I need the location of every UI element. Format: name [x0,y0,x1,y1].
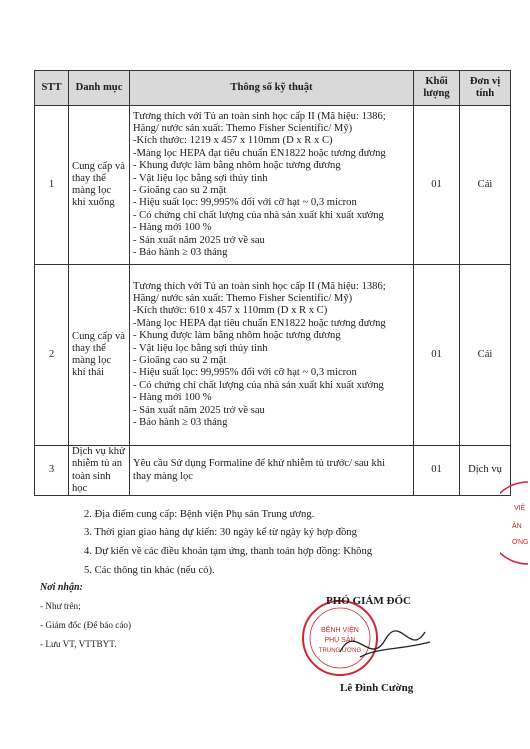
spec-line: - Gioăng cao su 2 mặt [133,355,227,366]
row-stt: 2 [35,265,69,446]
spec-line: - Sản xuất năm 2025 trở về sau [133,404,265,416]
svg-text:PHỤ SẢN: PHỤ SẢN [324,637,356,644]
spec-line: - Vật liệu lọc bằng sợi thủy tinh [133,342,268,354]
svg-text:ƠNG: ƠNG [512,539,529,546]
note-payment-terms: 4. Dự kiến về các điều khoản tạm ứng, thanh toán hợp đồng: Không [84,546,373,557]
row-stt: 3 [35,446,69,496]
row-category: Cung cấp và thay thế màng lọc khí thải [69,265,130,446]
handwritten-signature-icon [330,612,440,672]
spec-line: -Kích thước: 610 x 457 x 110mm (D x R x C) [133,305,328,317]
spec-line: - Hiệu suất lọc: 99,995% đối với cỡ hạt ~ 0,3 micron [133,367,357,379]
row-category: Dịch vụ khử nhiễm tủ an toàn sinh học [69,446,130,496]
row-spec [130,265,414,446]
row-category: Cung cấp và thay thế màng lọc khí xuống [69,106,130,265]
spec-line: - Sản xuất năm 2025 trở về sau [133,234,265,246]
row-unit: Cái [460,265,511,446]
row-quantity: 01 [414,106,460,265]
table-header-row [35,71,511,106]
row-spec [130,446,414,496]
spec-line: - Hàng mới 100 % [133,392,212,404]
header-unit: Đơn vị tính [460,71,511,106]
spec-line: Yêu cầu Sử dụng Formaline để khử nhiễm tủ trước/ sau khi [133,458,386,470]
signer-name: Lê Đình Cường [340,682,414,694]
spec-line: -Kích thước: 1219 x 457 x 110mm (D x R x C) [133,135,333,147]
spec-line: Tương thích với Tủ an toàn sinh học cấp II (Mã hiệu: 1386; [133,280,386,292]
spec-table [34,70,511,496]
spec-line: - Hiệu suất lọc: 99,995% đối với cỡ hạt ~ 0,3 micron [133,197,357,209]
header-stt: STT [35,71,69,106]
spec-line: - Có chứng chỉ chất lượng của nhà sản xuất khi xuất xưởng [133,209,384,221]
row-unit: Dịch vụ [460,446,511,496]
note-other-info: 5. Các thông tin khác (nếu có). [84,565,215,576]
spec-line: thay màng lọc [133,470,194,482]
spec-line: - Khung được làm bằng nhôm hoặc tương đương [133,330,341,342]
row-quantity: 01 [414,265,460,446]
note-delivery-time: 3. Thời gian giao hàng dự kiến: 30 ngày kể từ ngày ký hợp đồng [84,527,357,538]
row-stt: 1 [35,106,69,265]
svg-text:BỆNH VIỆN: BỆNH VIỆN [321,627,359,634]
spec-line: Hãng/ nước sản xuất: Themo Fisher Scientific/ Mỹ) [133,292,353,304]
table-row [35,446,511,496]
spec-line: - Hàng mới 100 % [133,222,212,234]
recipient-item: - Giám đốc (Để báo cáo) [40,620,132,630]
row-quantity: 01 [414,446,460,496]
row-unit: Cái [460,106,511,265]
recipient-item: - Lưu VT, VTTBYT. [40,639,117,649]
note-delivery-location: 2. Địa điểm cung cấp: Bệnh viện Phụ sản Trung ương. [84,509,315,520]
spec-line: - Bảo hành ≥ 03 tháng [133,247,228,259]
recipient-item: - Như trên; [40,601,81,611]
spec-line: - Bảo hành ≥ 03 tháng [133,417,228,429]
spec-line: -Màng lọc HEPA đạt tiêu chuẩn EN1822 hoặc tương đương [133,317,386,329]
spec-line: - Có chứng chỉ chất lượng của nhà sản xuất khi xuất xưởng [133,379,384,391]
svg-text:VIỆ: VIỆ [514,505,526,512]
spec-line: Tương thích với Tủ an toàn sinh học cấp II (Mã hiệu: 1386; [133,110,386,122]
table-row [35,106,511,265]
header-quantity: Khối lượng [414,71,460,106]
spec-line: Hãng/ nước sản xuất: Themo Fisher Scientific/ Mỹ) [133,122,353,134]
spec-line: - Gioăng cao su 2 mặt [133,185,227,196]
header-category: Danh mục [69,71,130,106]
spec-line: - Khung được làm bằng nhôm hoặc tương đương [133,160,341,172]
signature-title: PHÓ GIÁM ĐỐC [326,595,411,607]
side-stamp-icon [500,478,530,568]
recipients-title: Nơi nhận: [40,582,83,593]
table-row [35,265,511,446]
header-spec: Thông số kỹ thuật [130,71,414,106]
spec-line: -Màng lọc HEPA đạt tiêu chuẩn EN1822 hoặc tương đương [133,147,386,159]
svg-text:TRUNG ƯƠNG: TRUNG ƯƠNG [318,648,362,654]
row-spec [130,106,414,265]
spec-line: - Vật liệu lọc bằng sợi thủy tinh [133,172,268,184]
svg-text:ẢN: ẢN [512,523,522,530]
